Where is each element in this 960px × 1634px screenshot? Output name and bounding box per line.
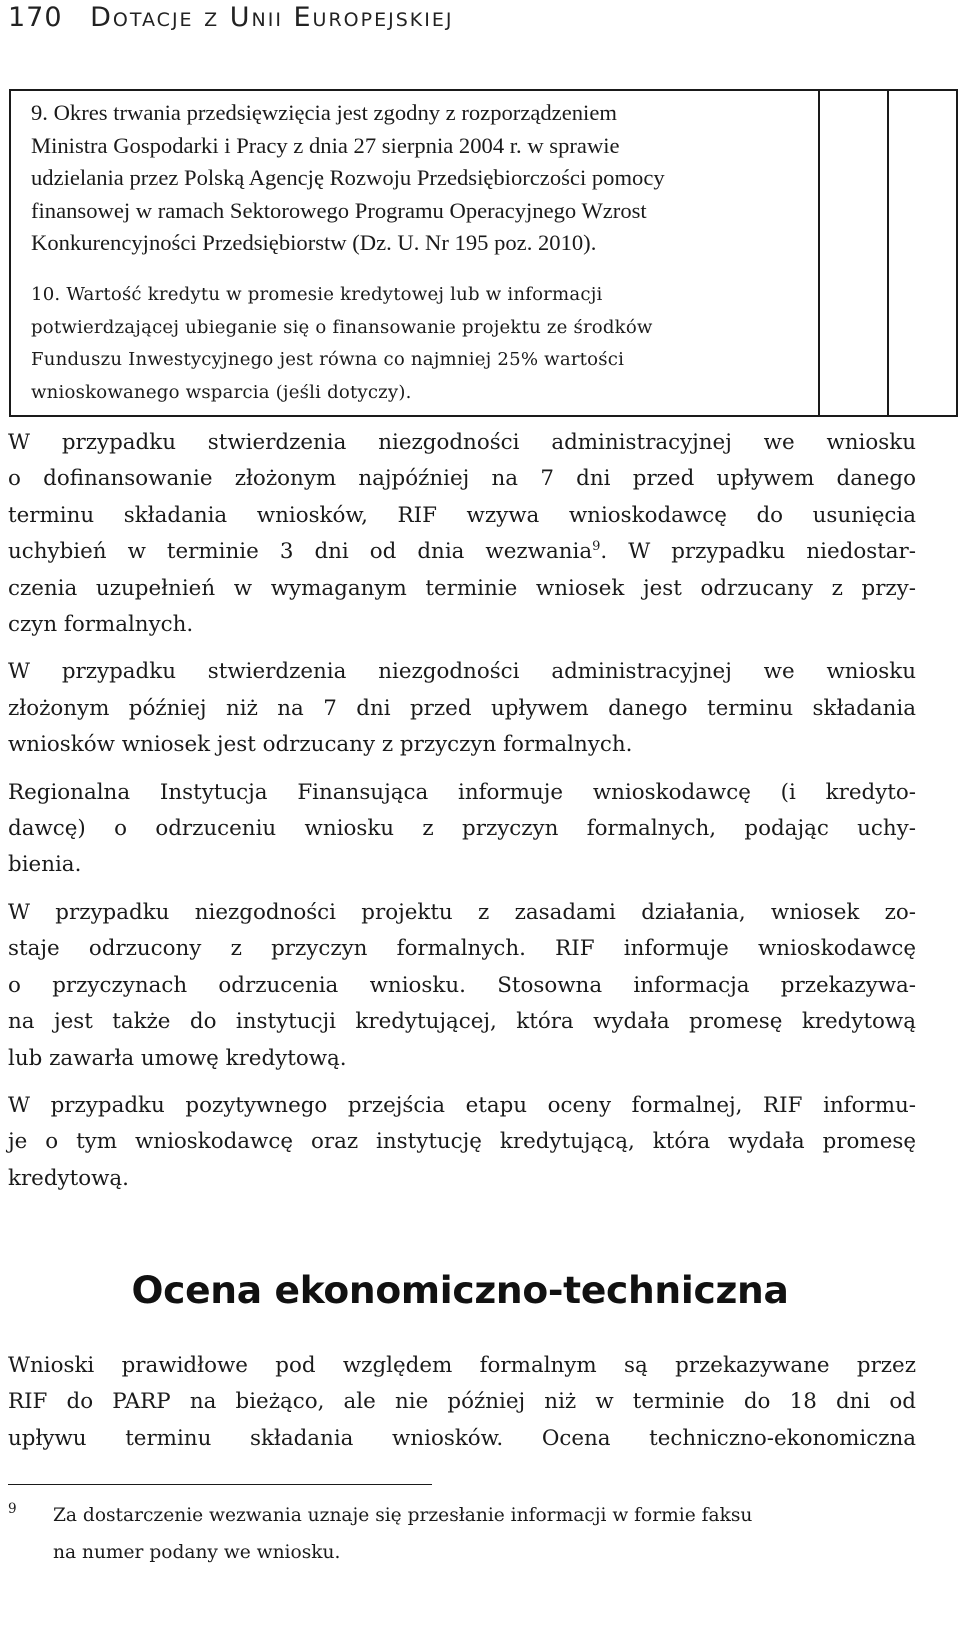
running-header xyxy=(8,2,453,33)
table-row xyxy=(10,90,957,416)
item10-line: wnioskowanego wsparcia (jeśli dotyczy). xyxy=(31,381,412,403)
text-line: W przypadku pozytywnego przejścia etapu oceny formalnej, RIF informu- xyxy=(8,1092,916,1118)
text-line: na jest także do instytucji kredytującej, która wydała promesę kredytową xyxy=(8,1009,916,1035)
paragraph-5 xyxy=(8,1088,916,1197)
item9-line: Ministra Gospodarki i Pracy z dnia 27 sierpnia 2004 r. w sprawie xyxy=(31,132,620,158)
item9-line: 9. Okres trwania przedsięwzięcia jest zgodny z rozporządzeniem xyxy=(31,100,617,125)
text-line: czenia uzupełnień w wymaganym terminie wniosek jest odrzucany z przy- xyxy=(8,575,916,601)
text-line: upływu terminu składania wniosków. Ocena techniczno-ekonomiczna xyxy=(8,1425,916,1451)
text-line: Regionalna Instytucja Finansująca informuje wnioskodawcę (i kredyto- xyxy=(8,779,916,805)
text-line: złożonym później niż na 7 dni przed upływem danego terminu składania xyxy=(8,695,916,721)
text-line: dawcę) o odrzuceniu wniosku z przyczyn formalnych, podając uchy- xyxy=(8,816,916,842)
criteria-table xyxy=(9,89,958,417)
text-line: wniosków wniosek jest odrzucany z przyczyn formalnych. xyxy=(8,732,633,758)
criteria-check-cell-yes xyxy=(819,90,888,416)
text-line: W przypadku stwierdzenia niezgodności administracyjnej we wniosku xyxy=(8,430,916,455)
item9-line: udzielania przez Polską Agencję Rozwoju Przedsiębiorczości pomocy xyxy=(31,165,665,191)
footnote-reference: 9 xyxy=(592,539,601,555)
text-segment: . W przypadku niedostar- xyxy=(600,539,916,565)
text-line: bienia. xyxy=(8,852,82,878)
text-line: czyn formalnych. xyxy=(8,612,194,638)
text-line: lub zawarła umowę kredytową. xyxy=(8,1045,347,1071)
text-line: o dofinansowanie złożonym najpóźniej na 7 dni przed upływem danego xyxy=(8,466,916,492)
section-heading: Ocena ekonomiczno-techniczna xyxy=(131,1268,789,1312)
footnote-separator xyxy=(8,1484,432,1485)
text-line: o przyczynach odrzucenia wniosku. Stosowna informacja przekazywa- xyxy=(8,972,916,998)
criterion-item-9 xyxy=(31,97,808,260)
main-text-lower xyxy=(8,1348,916,1457)
paragraph-4 xyxy=(8,895,916,1077)
text-line: terminu składania wniosków, RIF wzywa wnioskodawcę do usunięcia xyxy=(8,502,916,528)
paragraph-6 xyxy=(8,1348,916,1457)
main-text-upper xyxy=(8,425,916,1197)
item10-line: potwierdzającej ubieganie się o finansowanie projektu ze środków xyxy=(31,316,653,338)
footnote-mark: 9 xyxy=(8,1501,17,1517)
text-line: kredytową. xyxy=(8,1165,129,1191)
text-line: je o tym wnioskodawcę oraz instytucję kredytującą, która wydała promesę xyxy=(8,1129,916,1155)
text-line: Wnioski prawidłowe pod względem formalnym są przekazywane przez xyxy=(8,1353,916,1378)
text-line xyxy=(8,534,916,570)
item9-line: finansowej w ramach Sektorowego Programu Operacyjnego Wzrost xyxy=(31,197,647,223)
text-line: W przypadku stwierdzenia niezgodności administracyjnej we wniosku xyxy=(8,659,916,685)
text-line: staje odrzucony z przyczyn formalnych. RIF informuje wnioskodawcę xyxy=(8,936,916,962)
footnote-line: na numer podany we wniosku. xyxy=(53,1542,341,1563)
item10-line: Funduszu Inwestycyjnego jest równa co najmniej 25% wartości xyxy=(31,349,625,371)
item9-line: Konkurencyjności Przedsiębiorstw (Dz. U. Nr 195 poz. 2010). xyxy=(31,230,597,256)
text-segment: uchybień w terminie 3 dni od dnia wezwania xyxy=(8,539,593,565)
criterion-item-10 xyxy=(31,279,808,409)
item10-line: 10. Wartość kredytu w promesie kredytowej lub w informacji xyxy=(31,283,603,305)
footnote xyxy=(8,1497,752,1571)
running-title: Dotacje z Unii Europejskiej xyxy=(90,2,454,33)
criteria-text-cell xyxy=(10,90,819,416)
page-number: 170 xyxy=(8,2,63,33)
paragraph-3 xyxy=(8,775,916,884)
text-line: RIF do PARP na bieżąco, ale nie później niż w terminie do 18 dni od xyxy=(8,1389,916,1415)
criteria-check-cell-no xyxy=(888,90,957,416)
paragraph-2 xyxy=(8,654,916,763)
text-line: W przypadku niezgodności projektu z zasadami działania, wniosek zo- xyxy=(8,899,916,925)
paragraph-1 xyxy=(8,425,916,643)
footnote-line: Za dostarczenie wezwania uznaje się przesłanie informacji w formie faksu xyxy=(53,1505,753,1526)
